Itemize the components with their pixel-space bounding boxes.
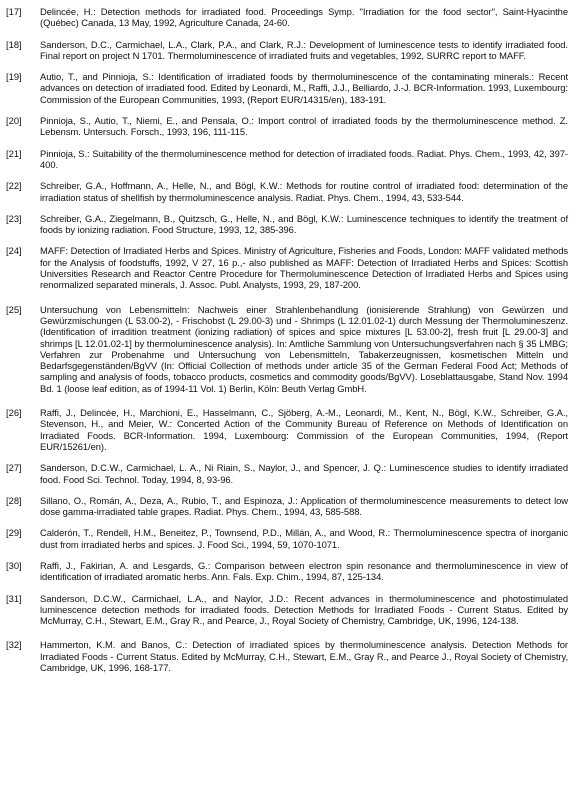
reference-text: Sanderson, D.C.W., Carmichael, L. A., Ni Riain, S., Naylor, J., and Spencer, J. Q.: Luminescence studies to identify irradiated food. Food Sci. Technol. Today, 1994, 8, 93-96.: [40, 462, 568, 485]
reference-text: Sanderson, D.C., Carmichael, L.A., Clark, P.A., and Clark, R.J.: Development of luminescence tests to identify irradiated food. Final report on project N 1701. Thermoluminescence of irradiated fruits and vegetables, 1992, SURRC report to MAFF.: [40, 38, 568, 61]
reference-text: Autio, T., and Pinnioja, S.: Identification of irradiated foods by thermoluminescence of the contaminating minerals.: Recent advances on detection of irradiated food. Edited by Leonardi, M., Raffi, J.J., Belliardo, J.-J. BCR-Information. 1993, Luxembourg: Commission of the European Communities, 1993, (Report EUR/14315/en), 183-191.: [40, 71, 568, 105]
reference-number: [21]: [6, 147, 22, 159]
reference-number: [22]: [6, 180, 22, 192]
reference-21: [6, 148, 568, 171]
reference-text: Schreiber, G.A., Hoffmann, A., Helle, N., and Bögl, K.W.: Methods for routine control of irradiated food: determination of the irradiation status of shellfish by thermoluminescence analysis. Radiat. Phys. Chem., 1994, 43, 533-544.: [40, 180, 568, 203]
reference-text: Untersuchung von Lebensmitteln: Nachweis einer Strahlenbehandlung (ionisierende Strahlung) von Gewürzen und Gewürzmischungen (L 53.00-2), - Frischobst (L 29.00-3) und - Shrimps (L 12.01.02-1) durch Messung der Thermolumineszenz. (Identification of irradition treatment (ionizing radiation) of spices and spice mixtures [L 53.00-2], fresh fruit [L 29.00-3] and shrimps [L 12.01.02-1] by thermoluminescence analysis). In: Amtliche Sammlung von Untersuchungsverfahren nach § 35 LMBG; Verfahren zur Probenahme und Untersuchung von Lebensmitteln, Tabakerzeugnissen, kosmetischen Mitteln und Bedarfsgegenständen/BgVV (In: Official Collection of methods under article 35 of the German Federal Food Act; Methods of sampling and analysis of foods, tobacco products, cosmetics and commodity goods/BgVV). Loseblattausgabe, Stand Nov. 1994 Bd. 1 (loose leaf edition, as of 1994-11 Vol. 1) Berlin, Köln: Beuth Verlag GmbH.: [40, 303, 568, 394]
reference-number: [20]: [6, 115, 22, 127]
reference-text: Hammerton, K.M. and Banos, C.: Detection of irradiated spices by thermoluminescence analysis. Detection Methods for Irradiated Foods - Current Status. Edited by McMurray, C.H., Stewart, E.M., Gray R., and Pearce J., Royal Society of Chemistry, Cambridge, UK, 1996, 168-177.: [40, 639, 568, 674]
reference-text: Raffi, J., Delincée, H., Marchioni, E., Hasselmann, C., Sjöberg, A.-M., Leonardi, M., Kent, N., Bögl, K.W., Schreiber, G.A., Stevenson, H., and Meier, W.: Concerted Action of the Community Bureau of Reference on Methods of Identification on Irradiated Foods. BCR-Information. 1994, Luxembourg: Commission of the European Communities, 1994, (Report EUR/15261/en).: [40, 407, 568, 452]
reference-28: [6, 495, 568, 518]
reference-25: [6, 304, 568, 394]
reference-29: [6, 527, 568, 550]
reference-number: [31]: [6, 592, 22, 604]
reference-text: MAFF: Detection of Irradiated Herbs and Spices. Ministry of Agriculture, Fisheries and Foods, London: MAFF validated methods for the Analysis of foodstuffs, 1992, V 27, 16 p.,- also published as MAFF: Detection of Irradiated Herbs and Spices: Scottish Universities Research and Reactor Centre Procedure for Thermoluminescence Detection of Irradiated Herbs and Spices using renormalized separated minerals, J. Assoc. Publ. Analysts, 1993, 29, 187-200.: [40, 245, 568, 291]
reference-number: [25]: [6, 303, 22, 315]
reference-20: [6, 115, 568, 138]
reference-18: [6, 39, 568, 62]
reference-17: [6, 6, 568, 29]
reference-24: [6, 245, 568, 290]
reference-number: [30]: [6, 559, 22, 571]
reference-number: [32]: [6, 639, 22, 651]
reference-number: [24]: [6, 245, 22, 257]
reference-19: [6, 71, 568, 105]
reference-text: Pinnioja, S.: Suitability of the thermoluminescence method for detection of irradiated foods. Radiat. Phys. Chem., 1993, 42, 397-400.: [40, 147, 568, 170]
reference-26: [6, 407, 568, 452]
reference-text: Schreiber, G.A., Ziegelmann, B., Quitzsch, G., Helle, N., and Bögl, K.W.: Luminescence techniques to identify the treatment of foods by ionizing radiation. Food Structure, 1993, 12, 385-396.: [40, 212, 568, 236]
reference-32: [6, 639, 568, 673]
reference-text: Sillano, O., Román, A., Deza, A., Rubio, T., and Espinoza, J.: Application of thermoluminescence measurements to detect low dose gamma-irradiated table grapes. Radiat. Phys. Chem., 1994, 43, 585-588.: [40, 494, 568, 518]
reference-number: [26]: [6, 407, 22, 419]
reference-number: [29]: [6, 527, 22, 539]
reference-text: Pinnioja, S., Autio, T., Niemi, E., and Pensala, O.: Import control of irradiated foods by the thermoluminescence method. Z. Lebensm. Untersuch. Forsch., 1993, 196, 111-115.: [40, 115, 568, 138]
reference-text: Sanderson, D.C.W., Carmichael, L.A., and Naylor, J.D.: Recent advances in thermoluminescence and photostimulated luminescence detection methods for irradiated foods. Detection Methods for Irradiated Foods - Current Status. Edited by McMurray, C.H., Stewart, E.M., Gray R., and Pearce, J., Royal Society of Chemistry, Cambridge, UK, 1996, 124-138.: [40, 592, 568, 627]
reference-27: [6, 462, 568, 485]
reference-number: [19]: [6, 71, 22, 83]
reference-number: [28]: [6, 494, 22, 506]
reference-23: [6, 213, 568, 236]
reference-number: [18]: [6, 38, 22, 50]
reference-text: Delincée, H.: Detection methods for irradiated food. Proceedings Symp. "Irradiation for the food sector", Saint-Hyacinthe (Québec) Canada, 13 May, 1992, Agriculture Canada, 24-60.: [40, 6, 568, 29]
reference-number: [23]: [6, 212, 22, 224]
reference-30: [6, 560, 568, 583]
reference-22: [6, 180, 568, 203]
reference-number: [17]: [6, 6, 22, 17]
reference-number: [27]: [6, 462, 22, 474]
reference-31: [6, 593, 568, 627]
reference-text: Calderón, T., Rendell, H.M., Beneitez, P., Townsend, P.D., Millán, A., and Wood, R.: Thermoluminescence spectra of inorganic dust from irradiated herbs and spices. J. Food Sci., 1994, 59, 1070-1071.: [40, 527, 568, 550]
reference-text: Raffi, J., Fakirian, A. and Lesgards, G.: Comparison between electron spin resonance and thermoluminescence in view of identification of irradiated aromatic herbs. Ann. Fals. Exp. Chim., 1994, 87, 125-134.: [40, 559, 568, 583]
